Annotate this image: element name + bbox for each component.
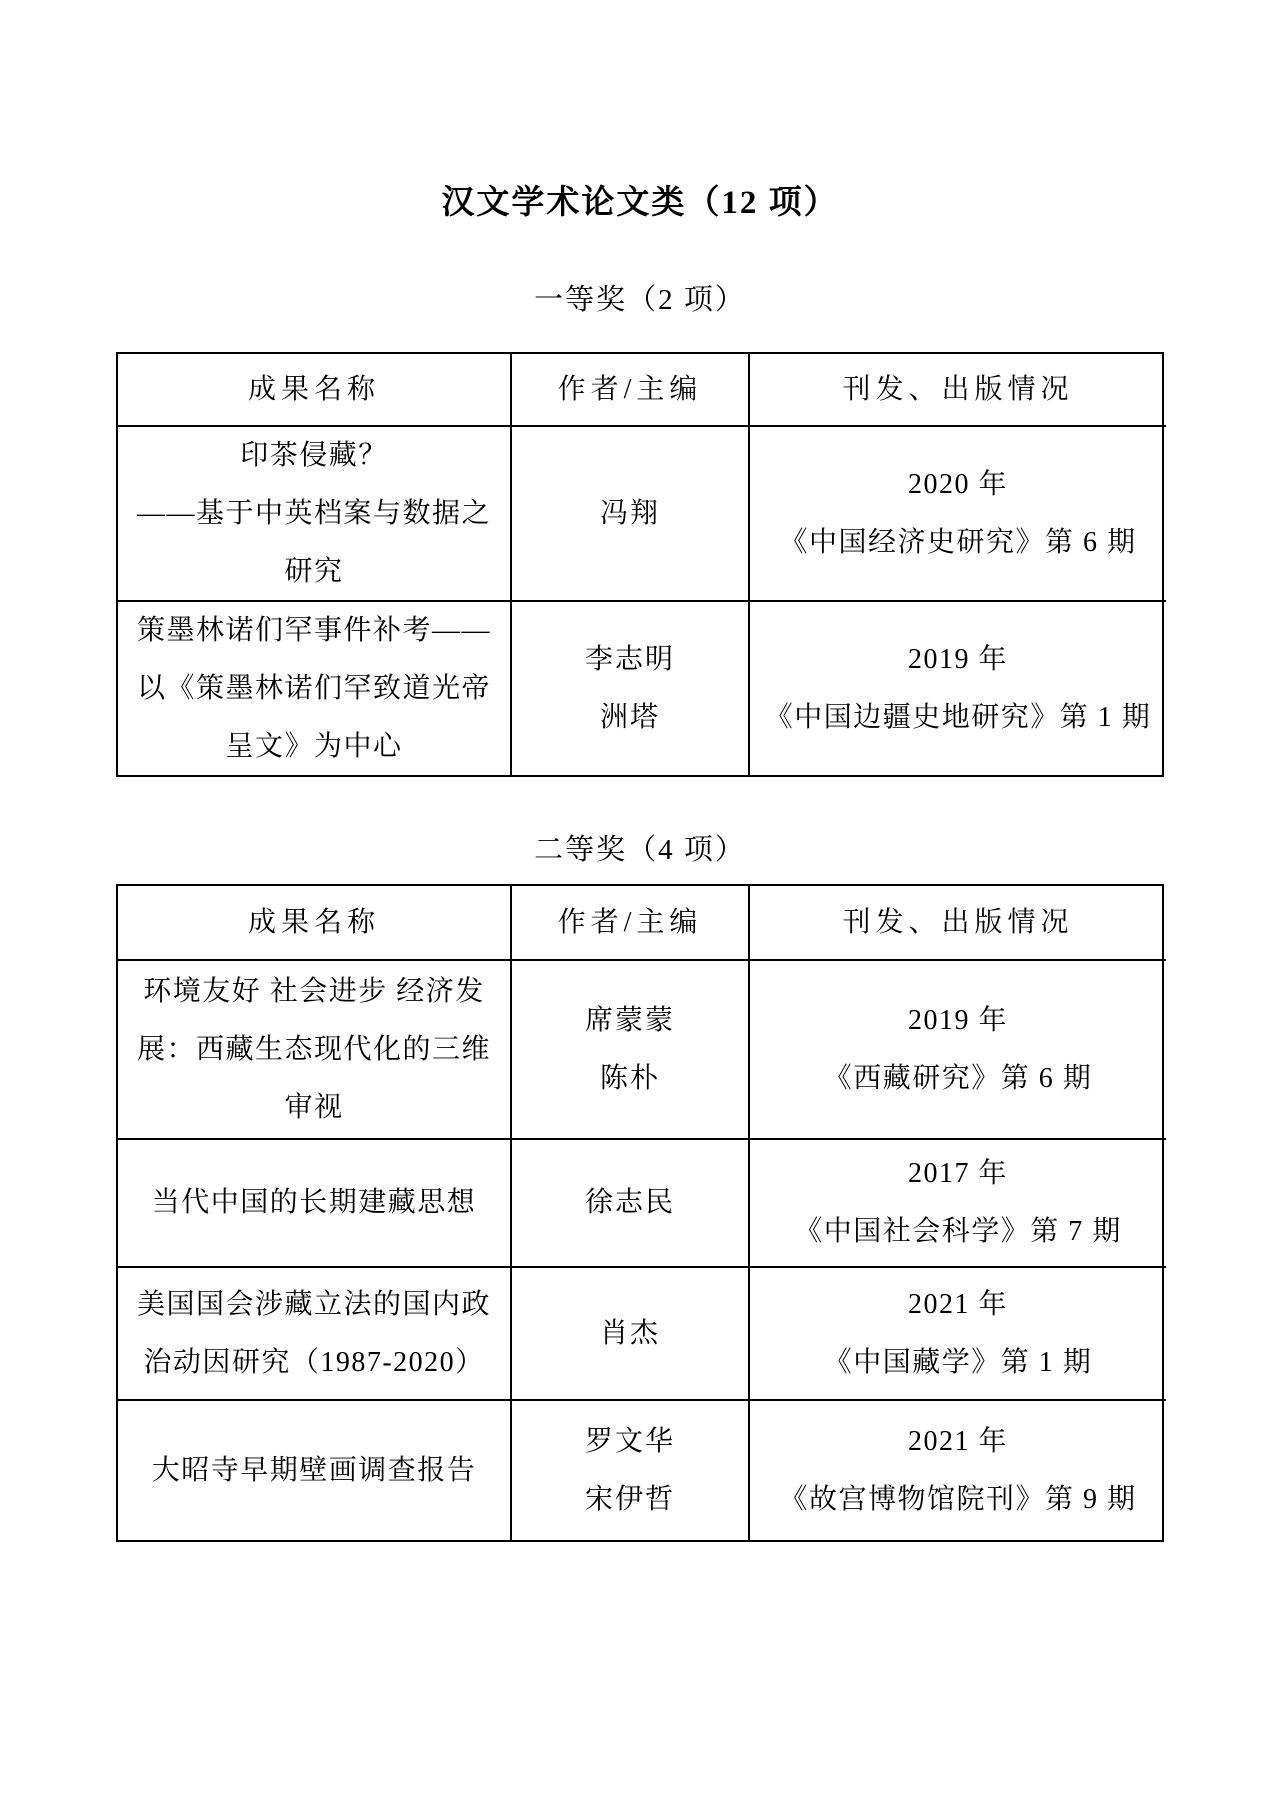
publication-year: 2021 年 — [907, 1288, 1008, 1320]
cell-author — [512, 1140, 750, 1268]
column-header-author — [512, 886, 750, 961]
text-line: 研究 — [284, 555, 344, 587]
text-line: 美国国会涉藏立法的国内政 — [136, 1288, 491, 1320]
column-header-label: 刊发、出版情况 — [842, 906, 1074, 938]
text-line: 审视 — [284, 1091, 344, 1123]
cell-author — [512, 427, 750, 602]
column-header-label: 作者/主编 — [557, 906, 703, 938]
author-name: 罗文华 — [584, 1425, 675, 1457]
column-header-publication — [750, 354, 1166, 427]
author-name: 席蒙蒙 — [584, 1004, 675, 1036]
column-header-label: 成果名称 — [247, 373, 380, 405]
publication-journal: 《中国社会科学》第 7 期 — [794, 1216, 1122, 1247]
text-line: 大昭寺早期壁画调查报告 — [151, 1454, 477, 1486]
column-header-label: 成果名称 — [247, 906, 380, 938]
author-name: 洲塔 — [599, 701, 660, 733]
publication-journal: 《西藏研究》第 6 期 — [823, 1062, 1093, 1094]
cell-result-name — [118, 1140, 512, 1268]
publication-year: 2021 年 — [907, 1425, 1008, 1457]
publication-journal: 《中国经济史研究》第 6 期 — [779, 526, 1137, 558]
publication-year: 2020 年 — [907, 468, 1008, 500]
document-title: 汉文学术论文类（12 项） — [441, 185, 839, 221]
column-header-result-name — [118, 354, 512, 427]
column-header-author — [512, 354, 750, 427]
first-prize-table — [116, 352, 1164, 777]
text-line: 环境友好 社会进步 经济发 — [143, 975, 485, 1007]
cell-result-name — [118, 427, 512, 602]
text-line: 当代中国的长期建藏思想 — [151, 1187, 477, 1218]
cell-publication — [750, 602, 1166, 775]
publication-year: 2019 年 — [907, 643, 1008, 675]
text-line: 策墨林诺们罕事件补考—— — [136, 614, 491, 646]
cell-result-name — [118, 1268, 512, 1401]
text-line: 呈文》为中心 — [225, 730, 403, 762]
publication-year: 2019 年 — [907, 1004, 1008, 1036]
cell-publication — [750, 1268, 1166, 1401]
publication-journal: 《中国藏学》第 1 期 — [823, 1346, 1093, 1378]
cell-result-name — [118, 961, 512, 1140]
column-header-publication — [750, 886, 1166, 961]
section-heading-second-prize: 二等奖（4 项） — [534, 834, 746, 866]
column-header-label: 作者/主编 — [557, 373, 703, 405]
cell-result-name — [118, 602, 512, 775]
cell-author — [512, 602, 750, 775]
text-line: 展：西藏生态现代化的三维 — [136, 1033, 491, 1065]
author-name: 肖杰 — [599, 1317, 660, 1349]
publication-journal: 《中国边疆史地研究》第 1 期 — [764, 701, 1152, 733]
author-name: 李志明 — [584, 643, 675, 675]
publication-journal: 《故宫博物馆院刊》第 9 期 — [779, 1483, 1137, 1515]
cell-publication — [750, 427, 1166, 602]
section-heading-first-prize: 一等奖（2 项） — [534, 284, 746, 316]
column-header-label: 刊发、出版情况 — [842, 373, 1074, 405]
text-line: 以《策墨林诺们罕致道光帝 — [136, 672, 491, 704]
cell-publication — [750, 1140, 1166, 1268]
cell-result-name — [118, 1401, 512, 1540]
cell-author — [512, 1268, 750, 1401]
second-prize-table — [116, 884, 1164, 1542]
text-line: 治动因研究（1987-2020） — [143, 1346, 485, 1378]
text-line: 印茶侵藏？ — [240, 439, 388, 471]
cell-publication — [750, 961, 1166, 1140]
publication-year: 2017 年 — [907, 1158, 1008, 1189]
column-header-result-name — [118, 886, 512, 961]
cell-author — [512, 1401, 750, 1540]
author-name: 宋伊哲 — [584, 1483, 675, 1515]
author-name: 徐志民 — [584, 1187, 675, 1218]
author-name: 冯翔 — [599, 497, 660, 529]
cell-publication — [750, 1401, 1166, 1540]
author-name: 陈朴 — [599, 1062, 660, 1094]
cell-author — [512, 961, 750, 1140]
text-line: ——基于中英档案与数据之 — [136, 497, 491, 529]
